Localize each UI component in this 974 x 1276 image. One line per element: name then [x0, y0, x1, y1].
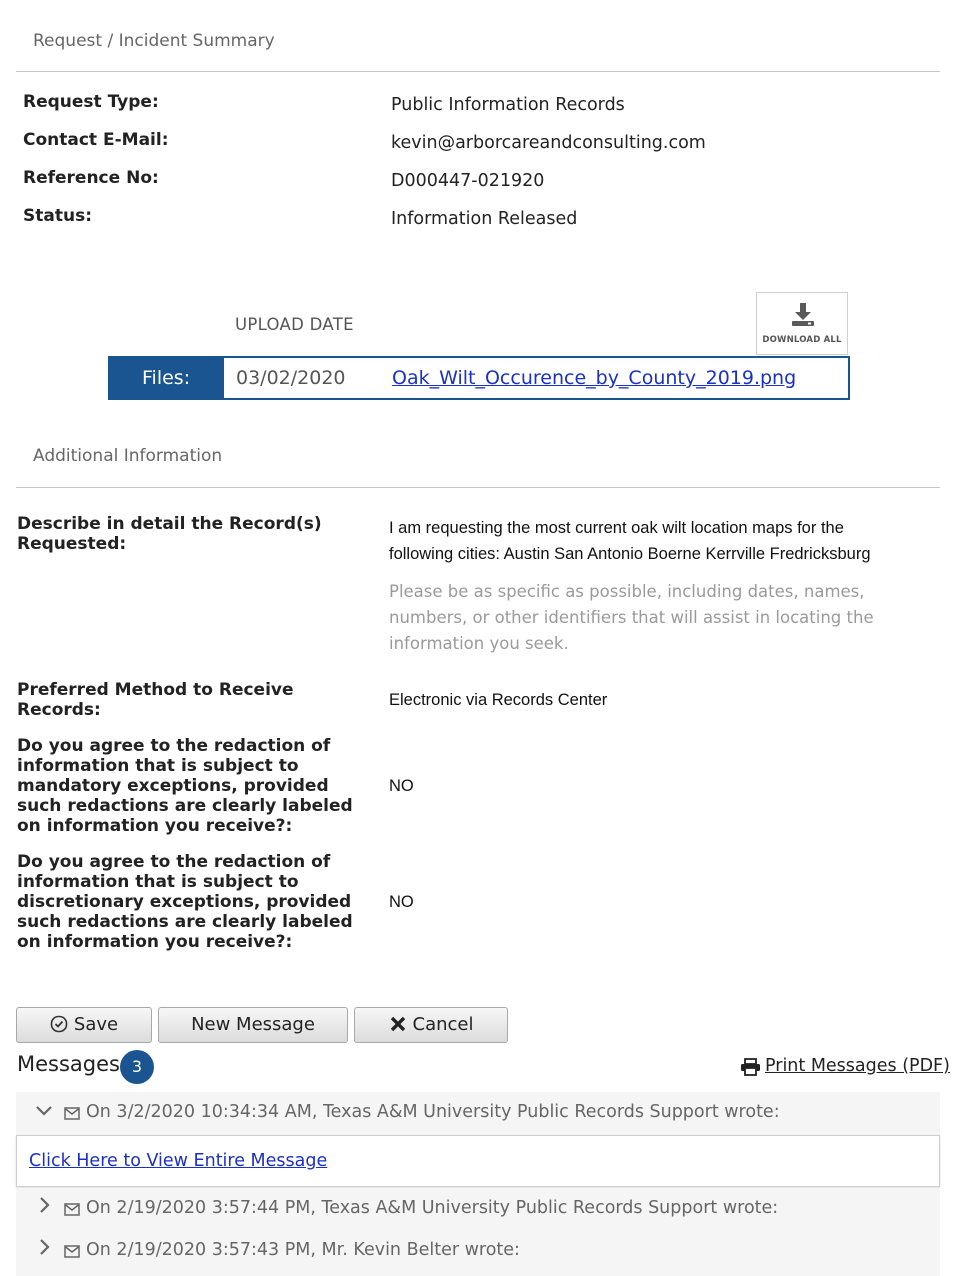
- save-button-label: Save: [73, 1014, 119, 1035]
- messages-count-badge: 3: [120, 1050, 154, 1084]
- discretionary-redaction-label: Do you agree to the redaction of information that is subject to discretionary exceptions, provided such redactions are clearly labeled on information you receive?:: [17, 852, 353, 952]
- file-upload-date: 03/02/2020: [236, 367, 346, 389]
- message-header-text: On 2/19/2020 3:57:43 PM, Mr. Kevin Belter wrote:: [86, 1240, 520, 1260]
- summary-section-header: [16, 28, 940, 72]
- print-messages-label: Print Messages (PDF): [765, 1056, 950, 1076]
- cancel-button[interactable]: [354, 1007, 508, 1043]
- records-requested-value-line2: following cities: Austin San Antonio Boerne Kerrville Fredricksburg: [389, 545, 871, 563]
- records-requested-value-line1: I am requesting the most current oak wilt location maps for the: [389, 519, 844, 537]
- request-type-label: Request Type:: [23, 92, 159, 112]
- new-message-button[interactable]: New Message: [158, 1007, 348, 1043]
- reference-no-value: D000447-021920: [391, 171, 545, 191]
- upload-date-column-header: UPLOAD DATE: [235, 315, 354, 334]
- records-requested-help-text: Please be as specific as possible, including dates, names, numbers, or other identifiers that will assist in locating the information you seek.: [389, 582, 874, 653]
- request-type-value: Public Information Records: [391, 95, 625, 115]
- chevron-right-icon: [37, 1196, 53, 1214]
- check-circle-icon: [50, 1015, 68, 1033]
- mandatory-redaction-value: NO: [389, 777, 414, 795]
- print-messages-link[interactable]: [740, 1056, 950, 1076]
- message-body-1: [16, 1135, 940, 1187]
- download-all-button[interactable]: [756, 292, 848, 355]
- cancel-button-label: Cancel: [412, 1014, 474, 1035]
- messages-title: Messages: [17, 1052, 120, 1076]
- message-header-2[interactable]: [16, 1188, 940, 1230]
- download-all-label: DOWNLOAD ALL: [762, 335, 842, 345]
- close-icon: [389, 1015, 407, 1033]
- records-requested-label: Describe in detail the Record(s) Requested:: [17, 514, 322, 554]
- preferred-method-value: Electronic via Records Center: [389, 691, 608, 709]
- additional-section-header: [16, 443, 940, 488]
- message-header-text: On 2/19/2020 3:57:44 PM, Texas A&M University Public Records Support wrote:: [86, 1198, 779, 1218]
- message-header-1[interactable]: [16, 1092, 940, 1135]
- additional-section-title: Additional Information: [33, 446, 223, 466]
- view-entire-message-link[interactable]: Click Here to View Entire Message: [29, 1151, 328, 1171]
- reference-no-label: Reference No:: [23, 168, 159, 188]
- file-row: [108, 356, 850, 400]
- printer-icon: [740, 1058, 761, 1076]
- envelope-icon: [64, 1245, 80, 1258]
- discretionary-redaction-value: NO: [389, 893, 414, 911]
- status-value: Information Released: [391, 209, 578, 229]
- file-download-link[interactable]: Oak_Wilt_Occurence_by_County_2019.png: [392, 367, 797, 389]
- envelope-icon: [64, 1107, 80, 1120]
- envelope-icon: [64, 1203, 80, 1216]
- contact-email-label: Contact E-Mail:: [23, 130, 169, 150]
- preferred-method-label: Preferred Method to Receive Records:: [17, 680, 294, 720]
- message-header-3[interactable]: [16, 1230, 940, 1276]
- message-header-text: On 3/2/2020 10:34:34 AM, Texas A&M University Public Records Support wrote:: [86, 1102, 780, 1122]
- chevron-right-icon: [37, 1238, 53, 1256]
- status-label: Status:: [23, 206, 92, 226]
- summary-section-title: Request / Incident Summary: [33, 31, 275, 51]
- download-icon: [790, 302, 816, 328]
- files-label: Files:: [110, 358, 224, 398]
- mandatory-redaction-label: Do you agree to the redaction of information that is subject to mandatory exceptions, provided such redactions are clearly labeled on information you receive?:: [17, 736, 353, 836]
- save-button[interactable]: [16, 1007, 152, 1043]
- contact-email-value: kevin@arborcareandconsulting.com: [391, 133, 706, 153]
- chevron-down-icon: [35, 1103, 53, 1119]
